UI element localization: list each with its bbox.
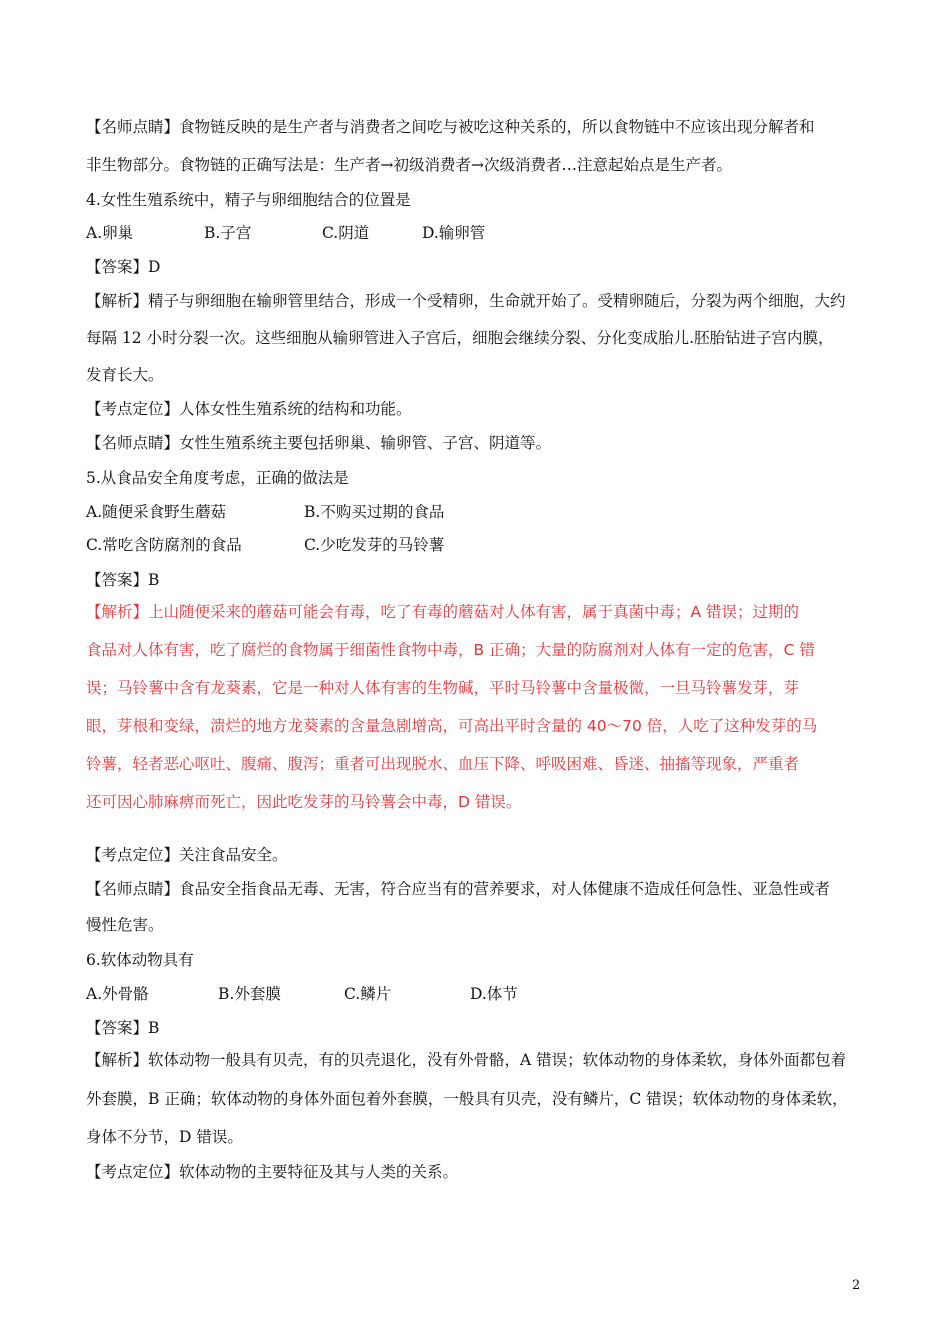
key-point-6: 【考点定位】软体动物的主要特征及其与人类的关系。: [86, 1163, 459, 1181]
key-point-5: 【考点定位】关注食品安全。: [86, 846, 288, 864]
question-6: 6.软体动物具有: [86, 951, 194, 969]
master-comment-5-line2: 慢性危害。: [86, 916, 164, 934]
master-comment-q3-line1: 【名师点睛】食物链反映的是生产者与消费者之间吃与被吃这种关系的，所以食物链中不应该出现分解者和: [86, 118, 815, 136]
explanation-5-line1: 【解析】上山随便采来的蘑菇可能会有毒，吃了有毒的蘑菇对人体有害，属于真菌中毒；A 错误；过期的: [86, 603, 800, 621]
explanation-6-line1: 【解析】软体动物一般具有贝壳，有的贝壳退化，没有外骨骼，A 错误；软体动物的身体柔软，身体外面都包着: [86, 1051, 847, 1069]
q4-option-b: B.子宫: [204, 224, 252, 242]
question-6-options: [86, 984, 866, 1004]
explanation-4-line2: 每隔 12 小时分裂一次。这些细胞从输卵管进入子宫后，细胞会继续分裂、分化变成胎儿.胚胎钻进子宫内膜，: [86, 329, 834, 347]
q6-option-b: B.外套膜: [218, 985, 281, 1003]
q4-option-a: A.卵巢: [86, 224, 134, 242]
q4-option-d: D.输卵管: [422, 224, 486, 242]
q5-option-d: C.少吃发芽的马铃薯: [304, 536, 445, 554]
q6-option-d: D.体节: [470, 985, 518, 1003]
q5-option-a: A.随便采食野生蘑菇: [86, 503, 227, 521]
explanation-5-line3: 误；马铃薯中含有龙葵素，它是一种对人体有害的生物碱，平时马铃薯中含量极微，一旦马铃薯发芽，芽: [86, 679, 800, 697]
question-4-options: [86, 223, 866, 243]
answer-4: 【答案】D: [86, 258, 161, 276]
explanation-6-line3: 身体不分节，D 错误。: [86, 1128, 243, 1146]
master-comment-4: 【名师点睛】女性生殖系统主要包括卵巢、输卵管、子宫、阴道等。: [86, 434, 552, 452]
master-comment-5-line1: 【名师点睛】食品安全指食品无毒、无害，符合应当有的营养要求，对人体健康不造成任何急性、亚急性或者: [86, 880, 831, 898]
question-4: 4.女性生殖系统中，精子与卵细胞结合的位置是: [86, 191, 411, 209]
answer-5: 【答案】B: [86, 571, 160, 589]
q5-option-b: B.不购买过期的食品: [304, 503, 445, 521]
explanation-4-line1: 【解析】精子与卵细胞在输卵管里结合，形成一个受精卵，生命就开始了。受精卵随后，分裂为两个细胞，大约: [86, 292, 846, 310]
question-5-options-row2: [86, 535, 866, 555]
explanation-6-line2: 外套膜，B 正确；软体动物的身体外面包着外套膜，一般具有贝壳，没有鳞片，C 错误；软体动物的身体柔软，: [86, 1090, 848, 1108]
master-comment-q3-line2: 非生物部分。食物链的正确写法是：生产者→初级消费者→次级消费者…注意起始点是生产者。: [86, 156, 732, 174]
answer-6: 【答案】B: [86, 1019, 160, 1037]
q6-option-a: A.外骨骼: [86, 985, 149, 1003]
explanation-5-line5: 铃薯，轻者恶心呕吐、腹痛、腹泻；重者可出现脱水、血压下降、呼吸困难、昏迷、抽搐等现象，严重者: [86, 755, 800, 773]
key-point-4: 【考点定位】人体女性生殖系统的结构和功能。: [86, 400, 412, 418]
explanation-5-line6: 还可因心肺麻痹而死亡，因此吃发芽的马铃薯会中毒，D 错误。: [86, 793, 522, 811]
q6-option-c: C.鳞片: [344, 985, 392, 1003]
question-5-options-row1: [86, 502, 866, 522]
q4-option-c: C.阴道: [322, 224, 370, 242]
explanation-5-line4: 眼，芽根和变绿，溃烂的地方龙葵素的含量急剧增高，可高出平时含量的 40～70 倍，人吃了这种发芽的马: [86, 717, 818, 735]
q5-option-c: C.常吃含防腐剂的食品: [86, 536, 242, 554]
page-number: 2: [852, 1278, 861, 1293]
explanation-5-line2: 食品对人体有害，吃了腐烂的食物属于细菌性食物中毒，B 正确；大量的防腐剂对人体有一定的危害，C 错: [86, 641, 815, 659]
question-5: 5.从食品安全角度考虑，正确的做法是: [86, 469, 349, 487]
explanation-4-line3: 发育长大。: [86, 366, 164, 384]
